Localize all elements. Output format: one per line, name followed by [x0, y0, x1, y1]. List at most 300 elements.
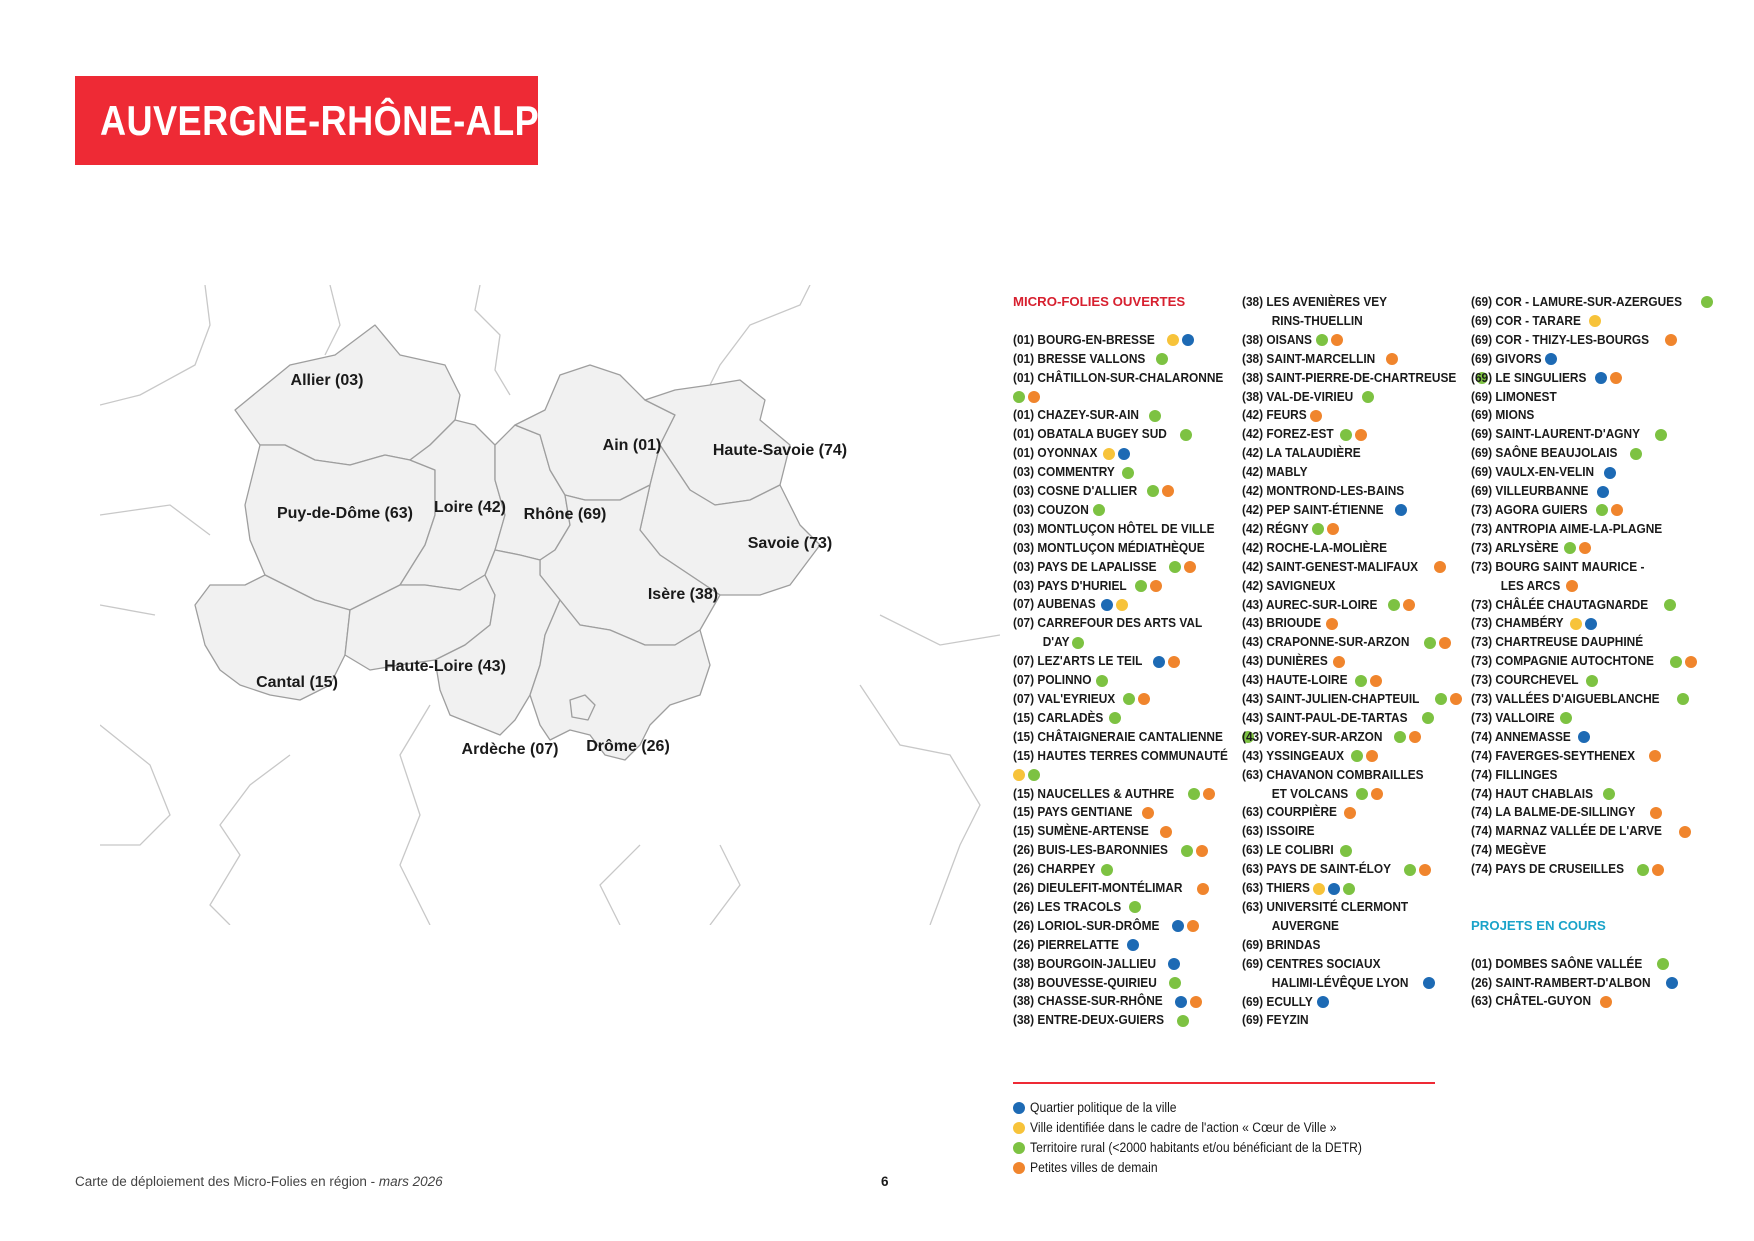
list-col3-items: [1471, 293, 1711, 879]
category-dots: [1570, 618, 1597, 630]
region-map-svg: [100, 285, 1000, 925]
orange-dot-icon: [1679, 826, 1691, 838]
list-item-label: (74) LA BALME-DE-SILLINGY: [1471, 804, 1636, 820]
blue-dot-icon: [1578, 731, 1590, 743]
category-dots: [1578, 731, 1590, 743]
list-item: [1471, 482, 1711, 501]
list-item: [1471, 539, 1711, 558]
list-item-label: (74) FAVERGES-SEYTHENEX: [1471, 747, 1636, 763]
list-item: [1242, 898, 1467, 917]
category-dots: [1423, 977, 1435, 989]
list-item-label: (73) VALLOIRE: [1471, 709, 1555, 725]
list-col2-items: [1242, 293, 1467, 1030]
category-dots: [1147, 485, 1174, 497]
orange-dot-icon: [1326, 618, 1338, 630]
list-item-label: (69) LIMONEST: [1471, 388, 1557, 404]
category-dots: [1666, 977, 1678, 989]
list-item: [1013, 482, 1238, 501]
category-dots: [1172, 920, 1199, 932]
orange-dot-icon: [1386, 353, 1398, 365]
list-item: [1242, 463, 1467, 482]
yellow-dot-icon: [1103, 448, 1115, 460]
list-item-label: (69) COR - TARARE: [1471, 312, 1581, 328]
orange-dot-icon: [1434, 561, 1446, 573]
category-dots: [1386, 353, 1398, 365]
list-item: [1242, 425, 1467, 444]
category-dots: [1101, 864, 1113, 876]
green-dot-icon: [1701, 296, 1713, 308]
list-item: [1242, 803, 1467, 822]
blue-dot-icon: [1317, 996, 1329, 1008]
green-dot-icon: [1169, 977, 1181, 989]
category-dots: [1701, 296, 1713, 308]
list-item: [1242, 974, 1467, 993]
list-item-label: HALIMI-LÉVÊQUE LYON: [1271, 974, 1409, 990]
list-item: [1471, 841, 1711, 860]
list-item-label: (38) OISANS: [1242, 331, 1312, 347]
blue-dot-icon: [1595, 372, 1607, 384]
list-item-label: (07) AUBENAS: [1013, 596, 1096, 612]
list-item: [1471, 633, 1711, 652]
category-dots: [1679, 826, 1691, 838]
list-item: [1013, 558, 1238, 577]
list-item-label: (26) SAINT-RAMBERT-D'ALBON: [1471, 974, 1651, 990]
list-item-label: (03) PAYS DE LAPALISSE: [1013, 558, 1157, 574]
list-item: [1471, 312, 1711, 331]
list-item-label: (15) HAUTES TERRES COMMUNAUTÉ: [1013, 747, 1228, 763]
list-item-label: (43) DUNIÈRES: [1242, 653, 1328, 669]
list-item-label: (38) LES AVENIÈRES VEY: [1242, 294, 1388, 309]
list-item-label: (69) MIONS: [1471, 407, 1535, 423]
list-item: [1471, 766, 1711, 785]
list-item-label: (74) ANNEMASSE: [1471, 728, 1571, 744]
category-dots: [1310, 410, 1322, 422]
category-dots: [1664, 599, 1676, 611]
list-item-label: (42) MONTROND-LES-BAINS: [1242, 483, 1405, 499]
list-item: [1471, 558, 1711, 577]
category-dots: [1340, 429, 1367, 441]
list-item-label: (42) SAINT-GENEST-MALIFAUX: [1242, 558, 1419, 574]
list-item-label: (38) BOURGOIN-JALLIEU: [1013, 955, 1157, 971]
list-item-label: (26) BUIS-LES-BARONNIES: [1013, 842, 1168, 858]
footer-caption: Carte de déploiement des Micro-Folies en région - mars 2026: [75, 1174, 443, 1189]
blue-dot-icon: [1395, 504, 1407, 516]
list-item: [1471, 860, 1711, 879]
list-item: [1242, 596, 1467, 615]
category-dots: [1169, 561, 1196, 573]
list-item-label: (38) ENTRE-DEUX-GUIERS: [1013, 1012, 1165, 1028]
category-dots: [1589, 315, 1601, 327]
blue-dot-icon: [1127, 939, 1139, 951]
blue-dot-icon: [1101, 599, 1113, 611]
list-item: [1471, 614, 1711, 633]
green-dot-icon: [1657, 958, 1669, 970]
green-dot-icon: [1586, 675, 1598, 687]
list-item: [1242, 766, 1467, 785]
list-item-label: AUVERGNE: [1271, 917, 1339, 933]
list-item-label: (07) LEZ'ARTS LE TEIL: [1013, 653, 1143, 669]
green-dot-icon: [1355, 675, 1367, 687]
list-item-label: (03) PAYS D'HURIEL: [1013, 577, 1127, 593]
list-item: [1242, 1011, 1467, 1030]
dept-label-ardeche: Ardèche (07): [461, 741, 559, 758]
list-item-label: (73) ANTROPIA AIME-LA-PLAGNE: [1471, 520, 1663, 536]
category-dots: [1545, 353, 1557, 365]
list-item-label: (42) ROCHE-LA-MOLIÈRE: [1242, 539, 1388, 555]
list-item: [1013, 577, 1238, 596]
list-item-label: (26) LES TRACOLS: [1013, 898, 1122, 914]
category-dots: [1404, 864, 1431, 876]
orange-dot-icon: [1355, 429, 1367, 441]
orange-dot-icon: [1409, 731, 1421, 743]
yellow-dot-icon: [1013, 1122, 1025, 1134]
orange-dot-icon: [1203, 788, 1215, 800]
list-item-label: (01) OBATALA BUGEY SUD: [1013, 426, 1167, 442]
list-item-label: (63) CHÂTEL-GUYON: [1471, 993, 1592, 1009]
list-item: [1242, 444, 1467, 463]
category-dots: [1395, 504, 1407, 516]
list-item: [1242, 822, 1467, 841]
list-item: [1242, 671, 1467, 690]
green-dot-icon: [1655, 429, 1667, 441]
category-dots: [1153, 656, 1180, 668]
list-item: [1471, 974, 1711, 993]
green-dot-icon: [1123, 693, 1135, 705]
legend-divider: [1013, 1082, 1435, 1084]
list-item-label: (42) SAVIGNEUX: [1242, 577, 1336, 593]
dept-label-savoie: Savoie (73): [747, 535, 833, 552]
category-dots: [1169, 977, 1181, 989]
list-item: [1242, 917, 1467, 936]
blue-dot-icon: [1604, 467, 1616, 479]
green-dot-icon: [1340, 845, 1352, 857]
list-item-label: (74) MEGÈVE: [1471, 842, 1547, 858]
category-dots: [1564, 542, 1591, 554]
category-dots: [1560, 712, 1572, 724]
list-item-label: (43) AUREC-SUR-LOIRE: [1242, 596, 1378, 612]
list-item: [1242, 293, 1467, 312]
category-dots: [1096, 675, 1108, 687]
list-item-label: (26) LORIOL-SUR-DRÔME: [1013, 917, 1160, 933]
list-item: [1242, 520, 1467, 539]
orange-dot-icon: [1611, 504, 1623, 516]
category-dots: [1597, 486, 1609, 498]
list-item: [1013, 463, 1238, 482]
orange-dot-icon: [1650, 807, 1662, 819]
legend-item-green: Territoire rural (<2000 habitants et/ou bénéficiant de la DETR): [1013, 1138, 1399, 1158]
category-dots: [1362, 391, 1374, 403]
green-dot-icon: [1169, 561, 1181, 573]
dept-label-rhone: Rhône (69): [523, 506, 607, 523]
dept-label-drome: Drôme (26): [586, 738, 670, 755]
yellow-dot-icon: [1167, 334, 1179, 346]
list-item: [1242, 690, 1467, 709]
category-dots: [1188, 788, 1215, 800]
category-dots: [1109, 712, 1121, 724]
orange-dot-icon: [1162, 485, 1174, 497]
list-item-label: (69) GIVORS: [1471, 350, 1542, 366]
orange-dot-icon: [1366, 750, 1378, 762]
list-item: [1013, 803, 1238, 822]
category-dots: [1603, 788, 1615, 800]
list-item: [1471, 709, 1711, 728]
green-dot-icon: [1096, 675, 1108, 687]
category-dots: [1333, 656, 1345, 668]
list-item-label: (69) LE SINGULIERS: [1471, 369, 1587, 385]
green-dot-icon: [1093, 504, 1105, 516]
green-dot-icon: [1135, 580, 1147, 592]
category-dots: [1351, 750, 1378, 762]
list-item: [1013, 955, 1238, 974]
list-item: [1013, 879, 1238, 898]
category-dots: [1677, 693, 1689, 705]
list-item-label: (69) VILLEURBANNE: [1471, 483, 1589, 499]
blue-dot-icon: [1013, 1102, 1025, 1114]
list-item-label: (43) VOREY-SUR-ARZON: [1242, 728, 1383, 744]
list-item-label: (63) CHAVANON COMBRAILLES: [1242, 766, 1424, 782]
category-dots: [1596, 504, 1623, 516]
list-item: [1471, 671, 1711, 690]
category-dots: [1316, 334, 1343, 346]
orange-dot-icon: [1370, 675, 1382, 687]
list-item: [1242, 841, 1467, 860]
list-item-label: RINS-THUELLIN: [1271, 312, 1363, 328]
blue-dot-icon: [1423, 977, 1435, 989]
list-item-label: (73) CHAMBÉRY: [1471, 615, 1564, 631]
green-dot-icon: [1181, 845, 1193, 857]
yellow-dot-icon: [1013, 769, 1025, 781]
list-item: [1242, 388, 1467, 407]
category-dots: [1197, 883, 1209, 895]
list-item: [1242, 331, 1467, 350]
yellow-dot-icon: [1116, 599, 1128, 611]
list-item-label: (69) ECULLY: [1242, 993, 1313, 1009]
list-item-label: (63) UNIVERSITÉ CLERMONT: [1242, 899, 1409, 914]
list-item: [1013, 614, 1238, 633]
green-dot-icon: [1101, 864, 1113, 876]
green-dot-icon: [1560, 712, 1572, 724]
yellow-dot-icon: [1313, 883, 1325, 895]
list-item-label: (63) LE COLIBRI: [1242, 842, 1334, 858]
category-dots: [1422, 712, 1434, 724]
list-item: [1242, 406, 1467, 425]
green-dot-icon: [1177, 1015, 1189, 1027]
section-heading-projects: PROJETS EN COURS: [1471, 917, 1606, 933]
list-item-label: (69) FEYZIN: [1242, 1012, 1309, 1028]
category-dots: [1149, 410, 1161, 422]
list-item: [1471, 444, 1711, 463]
list-item: [1013, 785, 1238, 804]
green-dot-icon: [1435, 693, 1447, 705]
category-dots: [1650, 807, 1662, 819]
list-item: [1013, 974, 1238, 993]
green-dot-icon: [1670, 656, 1682, 668]
category-dots: [1657, 958, 1669, 970]
list-item-label: (03) COMMENTRY: [1013, 464, 1115, 480]
orange-dot-icon: [1439, 637, 1451, 649]
category-dots: [1093, 504, 1105, 516]
dept-label-ain: Ain (01): [602, 437, 662, 454]
list-item: [1013, 690, 1238, 709]
list-item: [1242, 614, 1467, 633]
list-item: [1013, 822, 1238, 841]
list-item: [1013, 501, 1238, 520]
list-item: [1242, 709, 1467, 728]
list-item: [1242, 633, 1467, 652]
list-column-2: [1242, 293, 1467, 1030]
list-item: [1471, 350, 1711, 369]
green-dot-icon: [1351, 750, 1363, 762]
orange-dot-icon: [1610, 372, 1622, 384]
orange-dot-icon: [1150, 580, 1162, 592]
dept-allier: [235, 325, 460, 465]
blue-dot-icon: [1182, 334, 1194, 346]
list-item: [1013, 444, 1238, 463]
list-item-label: (69) SAÔNE BEAUJOLAIS: [1471, 445, 1618, 461]
list-item-label: (69) BRINDAS: [1242, 936, 1321, 952]
green-dot-icon: [1394, 731, 1406, 743]
list-item: [1013, 520, 1238, 539]
list-item-label: (42) LA TALAUDIÈRE: [1242, 445, 1361, 461]
list-item-label: (03) MONTLUÇON MÉDIATHÈQUE: [1013, 539, 1205, 555]
green-dot-icon: [1109, 712, 1121, 724]
category-dots: [1586, 675, 1598, 687]
list-item-label: (74) PAYS DE CRUSEILLES: [1471, 861, 1625, 877]
list-item-label: (07) VAL'EYRIEUX: [1013, 691, 1116, 706]
list-item: [1242, 539, 1467, 558]
green-dot-icon: [1603, 788, 1615, 800]
category-dots: [1317, 996, 1329, 1008]
green-dot-icon: [1316, 334, 1328, 346]
list-item-label: (15) CARLADÈS: [1013, 709, 1104, 725]
list-item: [1013, 633, 1238, 652]
dept-label-cantal: Cantal (15): [256, 674, 338, 691]
list-item: [1471, 406, 1711, 425]
list-item-label: (73) CHÂLÉE CHAUTAGNARDE: [1471, 596, 1649, 612]
list-item: [1242, 955, 1467, 974]
dept-label-loire: Loire (42): [433, 499, 507, 516]
list-item-label: (38) BOUVESSE-QUIRIEU: [1013, 974, 1157, 990]
list-item: [1013, 369, 1238, 388]
green-dot-icon: [1028, 769, 1040, 781]
list-col1-items: [1013, 331, 1238, 1031]
list-item-label: (42) MABLY: [1242, 464, 1308, 480]
list-column-1: [1013, 293, 1238, 1030]
list-item: [1471, 690, 1711, 709]
list-item-label: (74) MARNAZ VALLÉE DE L'ARVE: [1471, 823, 1662, 839]
green-dot-icon: [1188, 788, 1200, 800]
list-item-label: (74) HAUT CHABLAIS: [1471, 785, 1593, 801]
list-item-label: (01) CHAZEY-SUR-AIN: [1013, 407, 1139, 423]
list-item: [1471, 577, 1711, 596]
list-item: [1242, 860, 1467, 879]
list-item-label: (01) BRESSE VALLONS: [1013, 350, 1146, 366]
list-item: [1471, 803, 1711, 822]
blue-dot-icon: [1545, 353, 1557, 365]
list-item-label: (73) BOURG SAINT MAURICE -: [1471, 558, 1645, 574]
category-dots: [1649, 750, 1661, 762]
list-item-label: (03) MONTLUÇON HÔTEL DE VILLE: [1013, 520, 1215, 536]
list-item: [1013, 671, 1238, 690]
category-dots: [1123, 693, 1150, 705]
legend-item-blue: Quartier politique de la ville: [1013, 1098, 1399, 1118]
category-dots: [1313, 883, 1355, 895]
green-dot-icon: [1664, 599, 1676, 611]
orange-dot-icon: [1600, 996, 1612, 1008]
category-dots: [1344, 807, 1356, 819]
list-item: [1242, 369, 1467, 388]
list-item: [1242, 652, 1467, 671]
green-dot-icon: [1013, 1142, 1025, 1154]
list-item-label: (26) PIERRELATTE: [1013, 936, 1119, 952]
category-dots: [1127, 939, 1139, 951]
green-dot-icon: [1013, 391, 1025, 403]
list-item-label: (73) VALLÉES D'AIGUEBLANCHE: [1471, 691, 1660, 707]
list-item: [1471, 822, 1711, 841]
list-item: [1013, 766, 1238, 785]
category-dots: [1168, 958, 1180, 970]
list-item: [1471, 955, 1711, 974]
list-item-label: (01) DOMBES SAÔNE VALLÉE: [1471, 955, 1643, 971]
list-item-label: (38) CHASSE-SUR-RHÔNE: [1013, 993, 1163, 1009]
category-dots: [1072, 637, 1084, 649]
dept-label-haute-loire: Haute-Loire (43): [384, 658, 506, 675]
green-dot-icon: [1149, 410, 1161, 422]
green-dot-icon: [1424, 637, 1436, 649]
list-item: [1471, 596, 1711, 615]
list-item: [1471, 747, 1711, 766]
list-item-label: (43) HAUTE-LOIRE: [1242, 672, 1348, 688]
list-item-label: (63) PAYS DE SAINT-ÉLOY: [1242, 861, 1392, 877]
green-dot-icon: [1156, 353, 1168, 365]
green-dot-icon: [1388, 599, 1400, 611]
orange-dot-icon: [1028, 391, 1040, 403]
list-item: [1013, 388, 1238, 407]
green-dot-icon: [1630, 448, 1642, 460]
category-dots: [1600, 996, 1612, 1008]
green-dot-icon: [1129, 901, 1141, 913]
list-item-label: (73) COMPAGNIE AUTOCHTONE: [1471, 653, 1654, 669]
legend-item-yellow: Ville identifiée dans le cadre de l'action « Cœur de Ville »: [1013, 1118, 1399, 1138]
list-item: [1242, 993, 1467, 1012]
orange-dot-icon: [1310, 410, 1322, 422]
category-dots: [1434, 561, 1446, 573]
list-column-3: [1471, 293, 1711, 1011]
list-item-label: (42) FOREZ-EST: [1242, 426, 1334, 442]
list-item: [1013, 425, 1238, 444]
category-dots: [1160, 826, 1172, 838]
list-item-label: (42) FEURS: [1242, 407, 1307, 423]
list-item: [1471, 501, 1711, 520]
list-item: [1471, 293, 1711, 312]
category-dots: [1665, 334, 1677, 346]
category-dots: [1312, 523, 1339, 535]
category-dots: [1013, 391, 1040, 403]
category-dots: [1340, 845, 1352, 857]
category-dots: [1355, 675, 1382, 687]
list-item-label: (15) PAYS GENTIANE: [1013, 804, 1133, 820]
list-item: [1471, 992, 1711, 1011]
list-item-label: (73) COURCHEVEL: [1471, 672, 1579, 688]
green-dot-icon: [1677, 693, 1689, 705]
list-item-label: (15) CHÂTAIGNERAIE CANTALIENNE: [1013, 728, 1223, 744]
list-item: [1013, 652, 1238, 671]
list-item: [1013, 709, 1238, 728]
dept-label-haute-savoie: Haute-Savoie (74): [712, 442, 848, 459]
green-dot-icon: [1340, 429, 1352, 441]
category-dots: [1566, 580, 1578, 592]
green-dot-icon: [1147, 485, 1159, 497]
